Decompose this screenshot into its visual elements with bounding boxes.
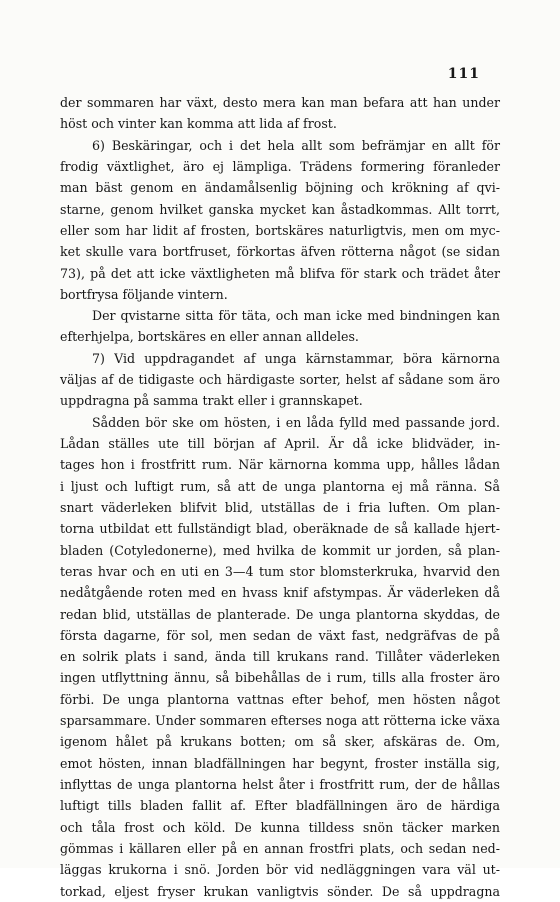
text-line: inflyttas de unga plantorna helst åter i frostfritt rum, der de hållas bbox=[60, 777, 500, 792]
text-line: igenom hålet på krukans botten; om så sker, afskäras de. Om, bbox=[60, 734, 500, 750]
text-line: snart väderleken blifvit blid, utställas de i fria luften. Om plan- bbox=[60, 499, 500, 515]
text-line: 7) Vid uppdragandet af unga kärnstammar, böra kärnorna bbox=[92, 350, 500, 366]
text-line: i ljust och luftigt rum, så att de unga plantorna ej må ränna. Så bbox=[60, 478, 500, 494]
text-line: torna utbildat ett fullständigt blad, oberäknade de så kallade hjert- bbox=[60, 521, 500, 537]
text-line: tages hon i frostfritt rum. När kärnorna komma upp, hålles lådan bbox=[60, 457, 500, 473]
text-line: eller som har lidit af frosten, bortskäres naturligtvis, men om myc- bbox=[60, 222, 500, 238]
text-line: förbi. De unga plantorna vattnas efter behof, men hösten något bbox=[60, 691, 500, 707]
text-line: teras hvar och en uti en 3—4 tum stor blomsterkruka, hvarvid den bbox=[60, 563, 500, 579]
text-line: gömmas i källaren eller på en annan frostfri plats, och sedan ned- bbox=[60, 840, 500, 856]
text-line: sparsammare. Under sommaren efterses noga att rötterna icke växa bbox=[60, 713, 500, 729]
text-line: ingen utflyttning ännu, så bibehållas de i rum, tills alla froster äro bbox=[60, 670, 500, 686]
text-line: torkad, eljest fryser krukan vanligtvis sönder. De så uppdragna bbox=[60, 883, 500, 899]
text-line: redan blid, utställas de planterade. De unga plantorna skyddas, de bbox=[60, 606, 500, 622]
text-line: starne, genom hvilket ganska mycket kan åstadkommas. Allt torrt, bbox=[60, 201, 500, 217]
text-line: 6) Beskäringar, och i det hela allt som befrämjar en allt för bbox=[92, 137, 500, 153]
text-line: uppdragna på samma trakt eller i grannskapet. bbox=[60, 393, 363, 409]
text-line: Lådan ställes ute till början af April. Är då icke blidväder, in- bbox=[60, 436, 500, 451]
text-line: bortfrysa följande vintern. bbox=[60, 286, 228, 302]
text-line: efterhjelpa, bortskäres en eller annan alldeles. bbox=[60, 329, 359, 345]
text-line: luftigt tills bladen fallit af. Efter bladfällningen äro de härdiga bbox=[60, 798, 500, 814]
text-line: der sommaren har växt, desto mera kan man befara att han under bbox=[60, 95, 500, 110]
text-line: en solrik plats i sand, ända till krukans rand. Tillåter väderleken bbox=[60, 649, 500, 665]
page-number: 111 bbox=[447, 66, 480, 82]
text-line: höst och vinter kan komma att lida af frost. bbox=[60, 116, 337, 132]
text-line: läggas krukorna i snö. Jorden bör vid nedläggningen vara väl ut- bbox=[60, 862, 500, 878]
text-line: Der qvistarne sitta för täta, och man icke med bindningen kan bbox=[92, 308, 500, 324]
text-line: och tåla frost och köld. De kunna tilldess snön täcker marken bbox=[60, 819, 500, 835]
text-line: väljas af de tidigaste och härdigaste sorter, helst af sådane som äro bbox=[60, 372, 500, 388]
text-line: ket skulle vara bortfruset, förkortas äfven rötterna något (se sidan bbox=[60, 244, 500, 260]
text-line: man bäst genom en ändamålsenlig böjning och krökning af qvi- bbox=[60, 180, 500, 196]
text-line: 73), på det att icke växtligheten må blifva för stark och trädet åter bbox=[60, 265, 500, 281]
text-line: emot hösten, innan bladfällningen har begynt, froster inställa sig, bbox=[60, 755, 500, 771]
text-line: bladen (Cotyledonerne), med hvilka de kommit ur jorden, så plan- bbox=[60, 542, 500, 558]
text-line: nedåtgående roten med en hvass knif afstympas. Är väderleken då bbox=[60, 585, 500, 601]
body-text bbox=[60, 92, 500, 902]
text-line: första dagarne, för sol, men sedan de växt fast, nedgräfvas de på bbox=[60, 627, 500, 643]
text-line: Sådden bör ske om hösten, i en låda fylld med passande jord. bbox=[92, 414, 500, 430]
text-line: frodig växtlighet, äro ej lämpliga. Trädens formering föranleder bbox=[60, 158, 500, 174]
